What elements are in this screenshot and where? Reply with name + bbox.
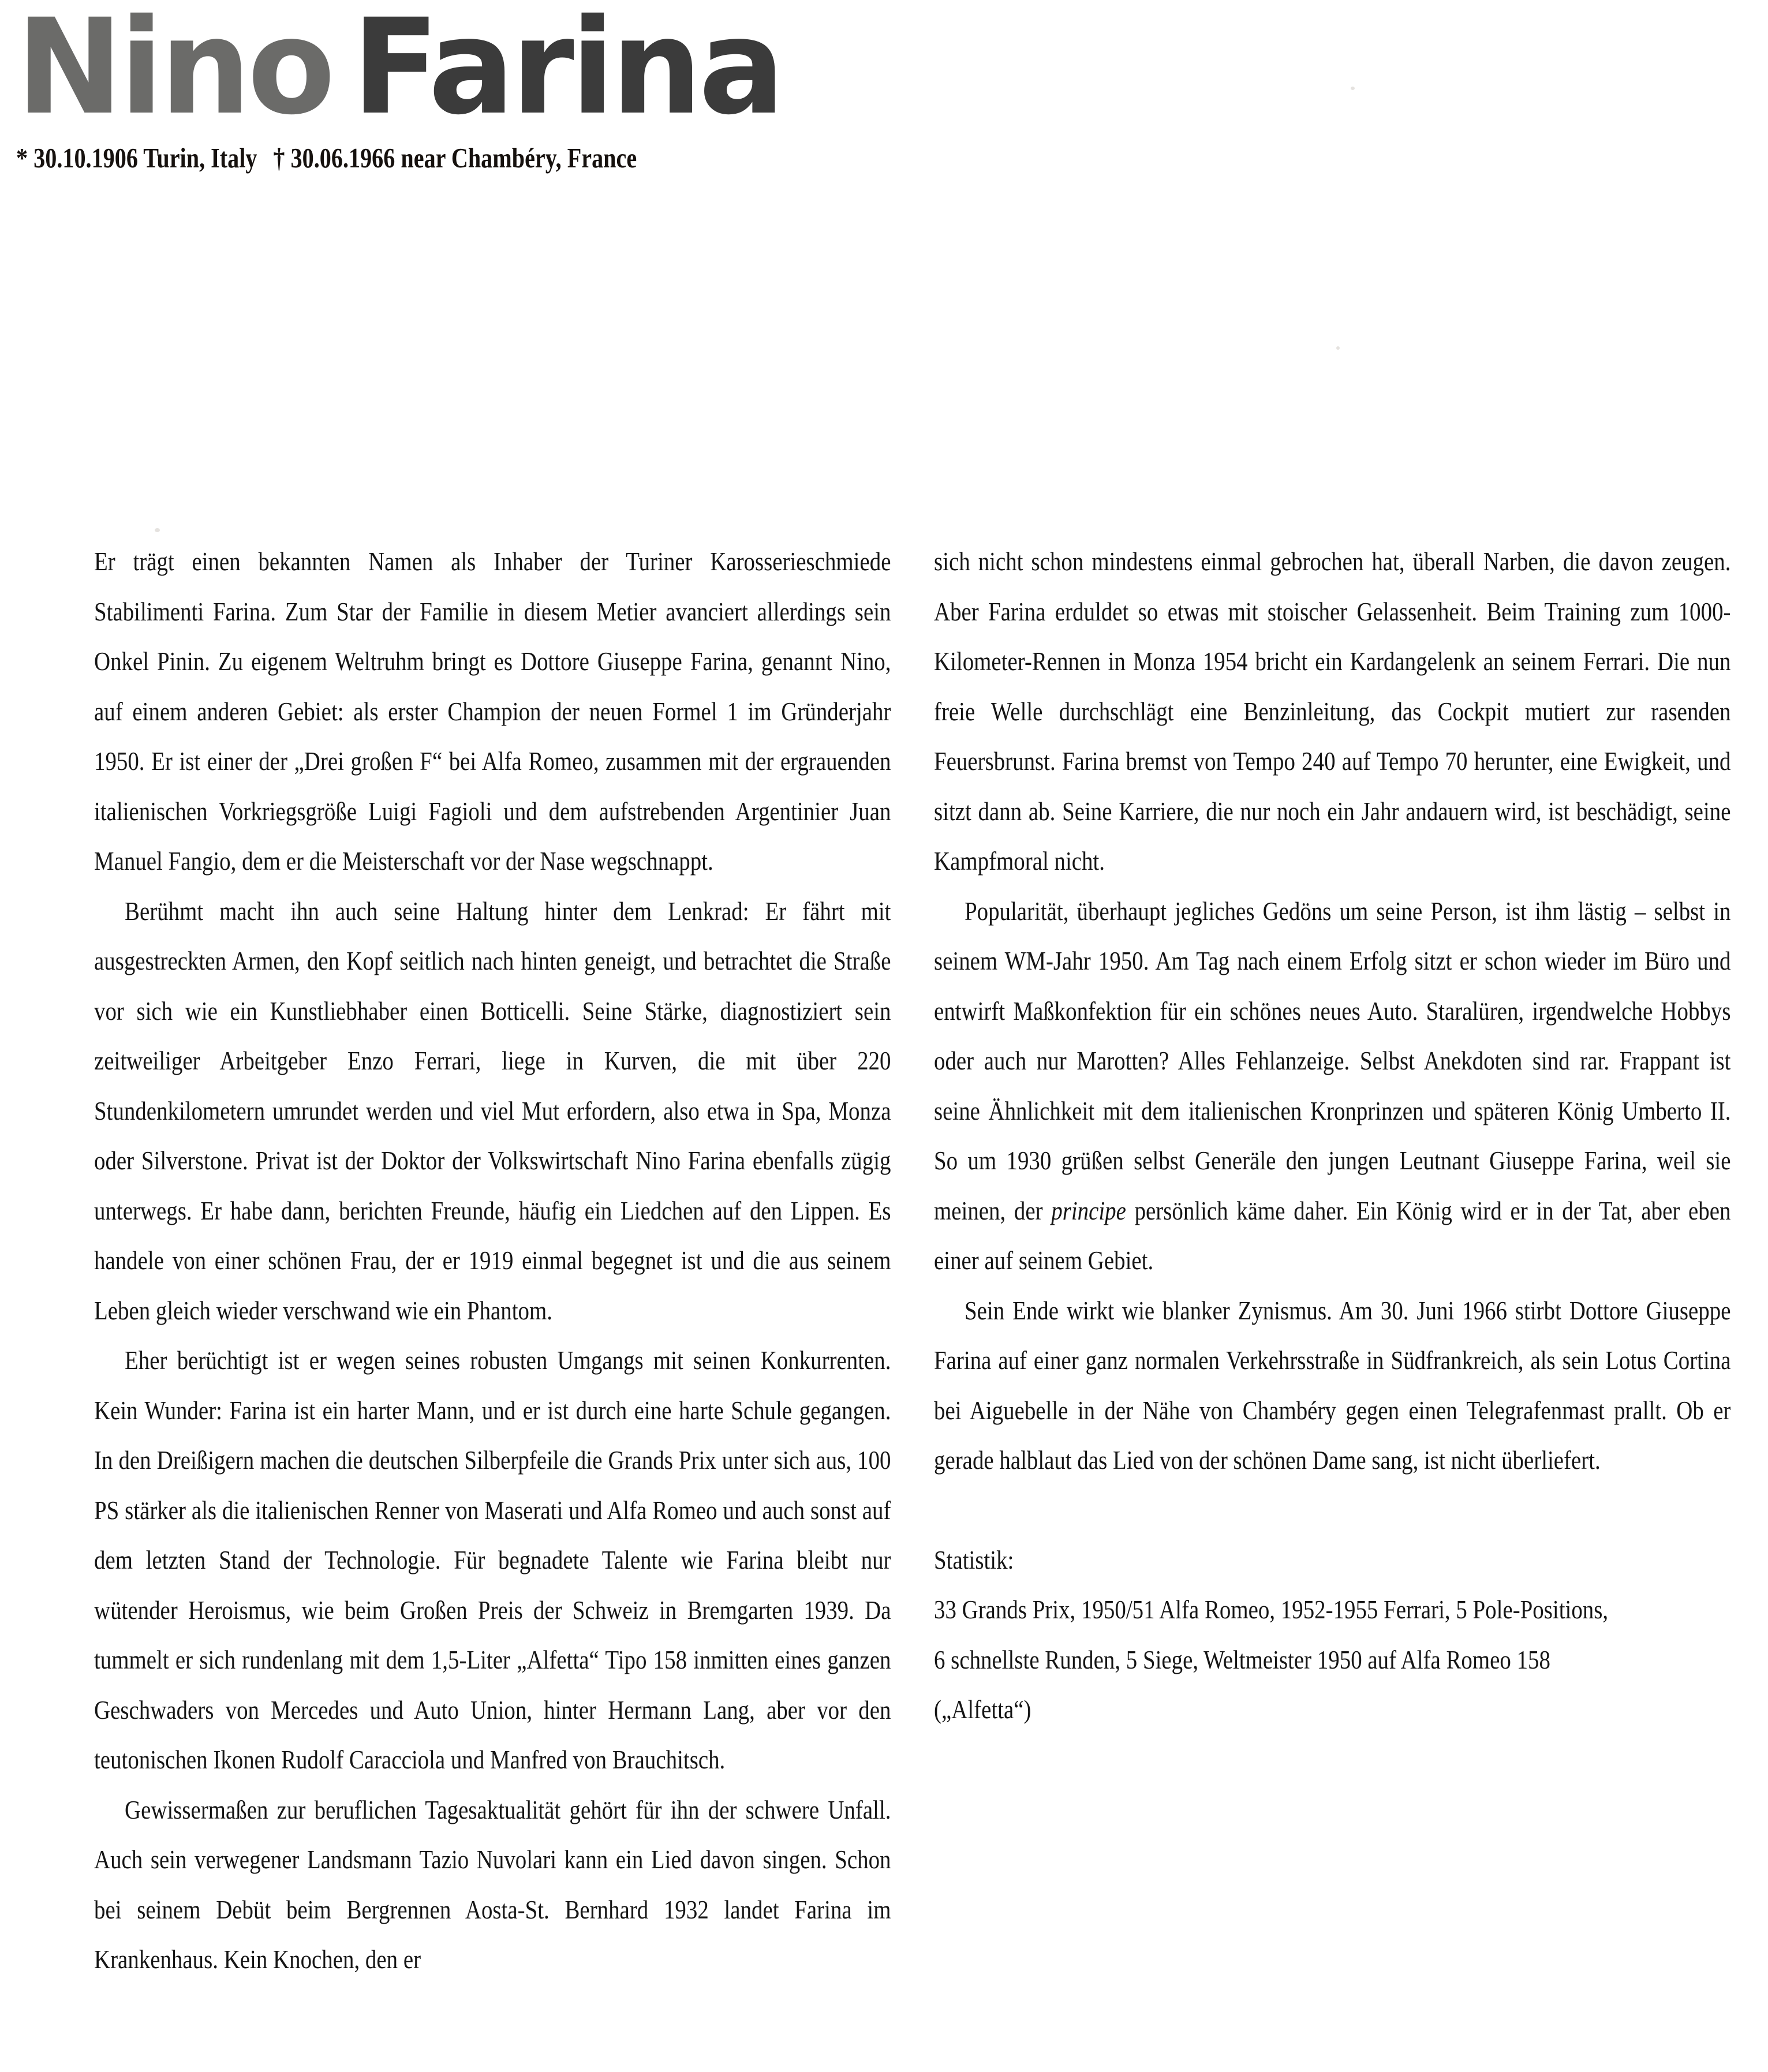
death-info: 30.06.1966 near Chambéry, France	[290, 141, 637, 174]
scan-speck	[1336, 346, 1340, 350]
paragraph	[934, 887, 1730, 1286]
article-body	[0, 537, 1768, 2072]
birth-info: 30.10.1906 Turin, Italy	[33, 141, 257, 174]
paragraph: sich nicht schon mindestens einmal gebrochen hat, überall Narben, die davon zeugen. Aber Farina erduldet so etwas mit stoischer Gelassenheit. Beim Training zum 1000-Kilometer-Rennen in Monza 1954 bricht ein Kardangelenk an seinem Ferrari. Die nun freie Welle durchschlägt eine Benzinleitung, das Cockpit mutiert zur rasenden Feuersbrunst. Farina bremst von Tempo 240 auf Tempo 70 herunter, eine Ewigkeit, und sitzt dann ab. Seine Karriere, die nur noch ein Jahr andauern wird, ist beschädigt, seine Kampfmoral nicht.	[934, 547, 1730, 876]
headline-first-name: Nino	[16, 0, 332, 144]
column-right	[934, 537, 1730, 2070]
statistik-block	[934, 1535, 1730, 1735]
italic-term-principe: principe	[1051, 1195, 1126, 1225]
statistik-line-2: 6 schnellste Runden, 5 Siege, Weltmeister 1950 auf Alfa Romeo 158	[934, 1644, 1550, 1674]
page-title	[16, 0, 1673, 144]
statistik-heading: Statistik:	[934, 1544, 1014, 1574]
paragraph: Eher berüchtigt ist er wegen seines robusten Umgangs mit seinen Konkurrenten. Kein Wunder: Farina ist ein harter Mann, und er ist durch eine harte Schule gegangen. In den Dreißigern machen die deutschen Silberpfeile die Grands Prix unter sich aus, 100 PS stärker als die italienischen Renner von Maserati und Alfa Romeo und auch sonst auf dem letzten Stand der Technologie. Für begnadete Talente wie Farina bleibt nur wütender Heroismus, wie beim Großen Preis der Schweiz in Bremgarten 1939. Da tummelt er sich rundenlang mit dem 1,5-Liter „Alfetta“ Tipo 158 inmitten eines ganzen Geschwaders von Mercedes und Auto Union, hinter Hermann Lang, aber vor den teutonischen Ikonen Rudolf Caracciola und Manfred von Brauchitsch.	[94, 1345, 891, 1774]
paragraph: Berühmt macht ihn auch seine Haltung hinter dem Lenkrad: Er fährt mit ausgestreckten Armen, den Kopf seitlich nach hinten geneigt, und betrachtet die Straße vor sich wie ein Kunstliebhaber einen Botticelli. Seine Stärke, diagnostiziert sein zeitweiliger Arbeitgeber Enzo Ferrari, liege in Kurven, die mit über 220 Stundenkilometern umrundet werden und viel Mut erfordern, also etwa in Spa, Monza oder Silverstone. Privat ist der Doktor der Volkswirtschaft Nino Farina ebenfalls zügig unterwegs. Er habe dann, berichten Freunde, häufig ein Liedchen auf den Lippen. Es handele von einer schönen Frau, der er 1919 einmal begegnet ist und die aus seinem Leben gleich wieder verschwand wie ein Phantom.	[94, 896, 891, 1325]
headline-last-name: Farina	[352, 0, 782, 144]
column-left	[94, 537, 891, 2070]
paragraph: Sein Ende wirkt wie blanker Zynismus. Am 30. Juni 1966 stirbt Dottore Giuseppe Farina auf einer ganz normalen Verkehrsstraße in Südfrankreich, als sein Lotus Cortina bei Aiguebelle in der Nähe von Chambéry gegen einen Telegrafenmast prallt. Ob er gerade halblaut das Lied von der schönen Dame sang, ist nicht überliefert.	[934, 1295, 1730, 1475]
scan-speck	[1351, 87, 1355, 90]
paragraph-part-b: persönlich käme daher. Ein König wird er in der Tat, aber eben einer auf seinem Gebiet.	[934, 1195, 1730, 1275]
birth-symbol: *	[16, 141, 28, 174]
paragraph: Gewissermaßen zur beruflichen Tagesaktualität gehört für ihn der schwere Unfall. Auch sein verwegener Landsmann Tazio Nuvolari kann ein Lied davon singen. Schon bei seinem Debüt beim Bergrennen Aosta-St. Bernhard 1932 landet Farina im Krankenhaus. Kein Knochen, den er	[94, 1794, 891, 1974]
lifeline	[16, 143, 1417, 174]
statistik-line-1: 33 Grands Prix, 1950/51 Alfa Romeo, 1952-1955 Ferrari, 5 Pole-Positions,	[934, 1595, 1609, 1624]
statistik-line-3: („Alfetta“)	[934, 1695, 1031, 1724]
masthead	[16, 0, 1725, 174]
paragraph-part-a: Popularität, überhaupt jegliches Gedöns um seine Person, ist ihm lästig – selbst in seinem WM-Jahr 1950. Am Tag nach einem Erfolg sitzt er schon wieder im Büro und entwirft Maßkonfektion für ein schönes neues Auto. Staralüren, irgendwelche Hobbys oder auch nur Marotten? Alles Fehlanzeige. Selbst Anekdoten sind rar. Frappant ist seine Ähnlichkeit mit dem italienischen Kronprinzen und späteren König Umberto II. So um 1930 grüßen selbst Generäle den jungen Leutnant Giuseppe Farina, weil sie meinen, der	[934, 896, 1730, 1225]
paragraph: Er trägt einen bekannten Namen als Inhaber der Turiner Karosserieschmiede Stabilimenti Farina. Zum Star der Familie in diesem Metier avanciert allerdings sein Onkel Pinin. Zu eigenem Weltruhm bringt es Dottore Giuseppe Farina, genannt Nino, auf einem anderen Gebiet: als erster Champion der neuen Formel 1 im Gründerjahr 1950. Er ist einer der „Drei großen F“ bei Alfa Romeo, zusammen mit der ergrauenden italienischen Vorkriegsgröße Luigi Fagioli und dem aufstrebenden Argentinier Juan Manuel Fangio, dem er die Meisterschaft vor der Nase wegschnappt.	[94, 547, 891, 876]
scan-speck	[155, 528, 160, 532]
death-symbol: †	[273, 141, 285, 174]
